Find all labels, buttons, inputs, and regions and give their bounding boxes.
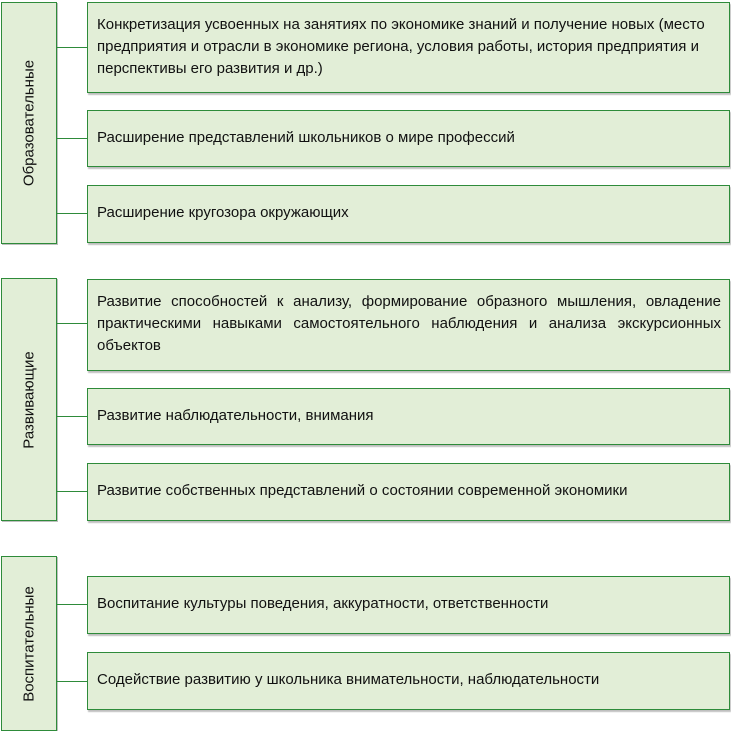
goal-text: Конкретизация усвоенных на занятиях по экономике знаний и получение новых (место предприятия и отрасли в экономике региона, условия работы, история предприятия и перспективы его развития и др.) [97, 15, 705, 77]
goal-box [87, 185, 730, 243]
group-label-educational: Образовательные [20, 59, 38, 187]
group-label-upbringing: Воспитательные [20, 585, 38, 702]
connector-line [57, 213, 87, 214]
goal-text: Воспитание культуры поведения, аккуратности, ответственности [97, 595, 549, 612]
connector-line [57, 604, 87, 605]
goal-box [87, 463, 730, 521]
goal-box [87, 110, 730, 167]
goal-box [87, 388, 730, 445]
connector-line [57, 47, 87, 48]
connector-line [57, 416, 87, 417]
goal-box [87, 279, 730, 371]
goal-box [87, 2, 730, 93]
goal-text: Развитие собственных представлений о состоянии современной экономики [97, 482, 628, 499]
goal-text: Расширение кругозора окружающих [97, 204, 349, 221]
goal-box [87, 652, 730, 710]
connector-line [57, 138, 87, 139]
goal-text: Содействие развитию у школьника внимательности, наблюдательности [97, 671, 600, 688]
connector-line [57, 681, 87, 682]
goal-box [87, 576, 730, 634]
connector-line [57, 491, 87, 492]
group-label-box-educational [1, 2, 57, 244]
group-label-developing: Развивающие [20, 350, 38, 449]
goal-text: Развитие наблюдательности, внимания [97, 406, 374, 424]
goal-text: Развитие способностей к анализу, формирование образного мышления, овладение практическими навыками самостоятельного наблюдения и анализа экскурсионных объектов [97, 293, 721, 354]
connector-line [57, 323, 87, 324]
group-label-box-upbringing [1, 556, 57, 731]
group-label-box-developing [1, 278, 57, 521]
goal-text: Расширение представлений школьников о мире профессий [97, 128, 515, 146]
